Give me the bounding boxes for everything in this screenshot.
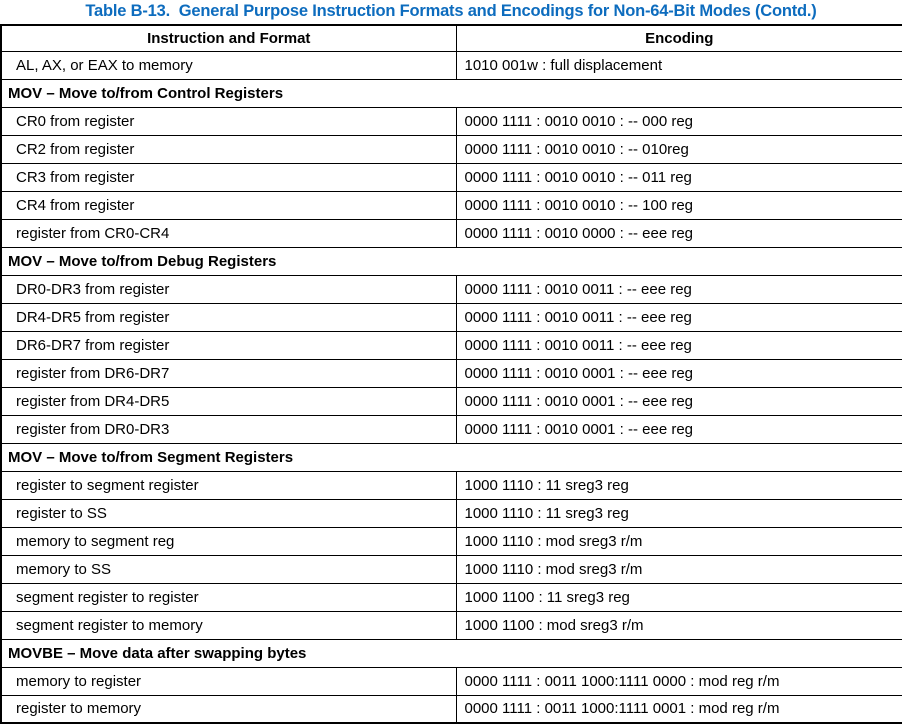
encoding-cell: 0000 1111 : 0010 0010 : -- 100 reg: [456, 191, 902, 219]
table-row: [1, 135, 902, 163]
encoding-cell: 0000 1111 : 0011 1000:1111 0001 : mod reg r/m: [456, 695, 902, 723]
encoding-cell: 1000 1110 : 11 sreg3 reg: [456, 471, 902, 499]
encoding-cell: 1000 1100 : mod sreg3 r/m: [456, 611, 902, 639]
instruction-cell: memory to segment reg: [1, 527, 456, 555]
table-row: [1, 331, 902, 359]
instruction-cell: memory to register: [1, 667, 456, 695]
instruction-cell: CR4 from register: [1, 191, 456, 219]
instruction-cell: register from DR0-DR3: [1, 415, 456, 443]
instruction-cell: segment register to register: [1, 583, 456, 611]
table-row: [1, 51, 902, 79]
section-header-row: [1, 443, 902, 471]
encoding-cell: 1000 1100 : 11 sreg3 reg: [456, 583, 902, 611]
instruction-cell: register to segment register: [1, 471, 456, 499]
instruction-cell: segment register to memory: [1, 611, 456, 639]
table-row: [1, 219, 902, 247]
instruction-cell: DR0-DR3 from register: [1, 275, 456, 303]
table-row: [1, 667, 902, 695]
instruction-encoding-table: [0, 24, 902, 724]
table-row: [1, 471, 902, 499]
encoding-cell: 0000 1111 : 0010 0010 : -- 011 reg: [456, 163, 902, 191]
encoding-cell: 0000 1111 : 0010 0001 : -- eee reg: [456, 387, 902, 415]
table-row: [1, 499, 902, 527]
encoding-cell: 1000 1110 : mod sreg3 r/m: [456, 555, 902, 583]
instruction-cell: AL, AX, or EAX to memory: [1, 51, 456, 79]
instruction-cell: CR3 from register: [1, 163, 456, 191]
table-row: [1, 163, 902, 191]
table-row: [1, 611, 902, 639]
column-header-instruction-and-format: Instruction and Format: [1, 25, 456, 51]
encoding-cell: 0000 1111 : 0010 0001 : -- eee reg: [456, 359, 902, 387]
section-label: MOVBE – Move data after swapping bytes: [1, 639, 902, 667]
encoding-cell: 0000 1111 : 0010 0011 : -- eee reg: [456, 275, 902, 303]
table-row: [1, 555, 902, 583]
instruction-cell: register to memory: [1, 695, 456, 723]
encoding-cell: 0000 1111 : 0010 0010 : -- 000 reg: [456, 107, 902, 135]
table-row: [1, 107, 902, 135]
encoding-cell: 0000 1111 : 0010 0011 : -- eee reg: [456, 331, 902, 359]
table-title: Table B-13. General Purpose Instruction Formats and Encodings for Non-64-Bit Modes (Contd.): [85, 2, 817, 20]
table-row: [1, 387, 902, 415]
instruction-cell: DR4-DR5 from register: [1, 303, 456, 331]
table-row: [1, 583, 902, 611]
instruction-cell: register from CR0-CR4: [1, 219, 456, 247]
column-header-encoding: Encoding: [456, 25, 902, 51]
encoding-cell: 0000 1111 : 0010 0000 : -- eee reg: [456, 219, 902, 247]
instruction-cell: CR0 from register: [1, 107, 456, 135]
table-row: [1, 275, 902, 303]
section-header-row: [1, 247, 902, 275]
instruction-cell: DR6-DR7 from register: [1, 331, 456, 359]
encoding-cell: 0000 1111 : 0010 0001 : -- eee reg: [456, 415, 902, 443]
header-row: [1, 25, 902, 51]
section-label: MOV – Move to/from Debug Registers: [1, 247, 902, 275]
encoding-cell: 1010 001w : full displacement: [456, 51, 902, 79]
table-row: [1, 359, 902, 387]
instruction-cell: register to SS: [1, 499, 456, 527]
section-label: MOV – Move to/from Segment Registers: [1, 443, 902, 471]
table-row: [1, 527, 902, 555]
table-row: [1, 303, 902, 331]
table-row: [1, 695, 902, 723]
table-row: [1, 415, 902, 443]
encoding-cell: 0000 1111 : 0010 0010 : -- 010reg: [456, 135, 902, 163]
instruction-cell: register from DR4-DR5: [1, 387, 456, 415]
instruction-cell: CR2 from register: [1, 135, 456, 163]
encoding-cell: 1000 1110 : 11 sreg3 reg: [456, 499, 902, 527]
section-header-row: [1, 639, 902, 667]
table-row: [1, 191, 902, 219]
section-header-row: [1, 79, 902, 107]
encoding-cell: 1000 1110 : mod sreg3 r/m: [456, 527, 902, 555]
instruction-cell: memory to SS: [1, 555, 456, 583]
instruction-cell: register from DR6-DR7: [1, 359, 456, 387]
section-label: MOV – Move to/from Control Registers: [1, 79, 902, 107]
encoding-cell: 0000 1111 : 0011 1000:1111 0000 : mod reg r/m: [456, 667, 902, 695]
encoding-cell: 0000 1111 : 0010 0011 : -- eee reg: [456, 303, 902, 331]
table-body: [1, 51, 902, 723]
